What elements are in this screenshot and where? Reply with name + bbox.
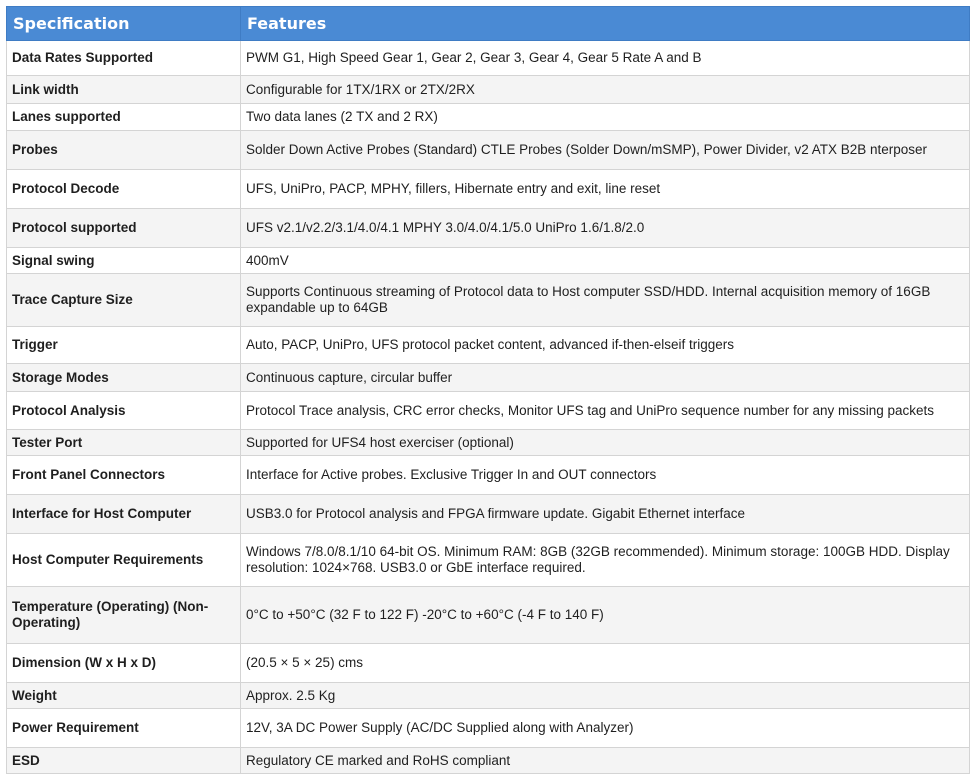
feature-cell: PWM G1, High Speed Gear 1, Gear 2, Gear 3, Gear 4, Gear 5 Rate A and B bbox=[241, 41, 970, 76]
spec-cell: Storage Modes bbox=[7, 364, 241, 392]
feature-cell: UFS, UniPro, PACP, MPHY, fillers, Hibernate entry and exit, line reset bbox=[241, 170, 970, 209]
feature-cell: Approx. 2.5 Kg bbox=[241, 683, 970, 709]
table-row bbox=[7, 430, 970, 456]
spec-cell: Lanes supported bbox=[7, 104, 241, 131]
feature-cell: 12V, 3A DC Power Supply (AC/DC Supplied along with Analyzer) bbox=[241, 709, 970, 748]
feature-cell: (20.5 × 5 × 25) cms bbox=[241, 644, 970, 683]
table-row bbox=[7, 709, 970, 748]
feature-cell: Configurable for 1TX/1RX or 2TX/2RX bbox=[241, 76, 970, 104]
table-row bbox=[7, 683, 970, 709]
table-row bbox=[7, 364, 970, 392]
feature-cell: Regulatory CE marked and RoHS compliant bbox=[241, 748, 970, 774]
spec-table-container bbox=[6, 6, 969, 774]
table-row bbox=[7, 76, 970, 104]
table-row bbox=[7, 456, 970, 495]
spec-cell: Protocol Decode bbox=[7, 170, 241, 209]
spec-cell: Host Computer Requirements bbox=[7, 534, 241, 587]
table-header-row bbox=[7, 7, 970, 41]
table-row bbox=[7, 327, 970, 364]
header-specification: Specification bbox=[7, 7, 241, 41]
feature-cell: Windows 7/8.0/8.1/10 64-bit OS. Minimum RAM: 8GB (32GB recommended). Minimum storage: 100GB HDD. Display resolution: 1024×768. USB3.0 or GbE interface required. bbox=[241, 534, 970, 587]
feature-cell: Auto, PACP, UniPro, UFS protocol packet content, advanced if-then-elseif triggers bbox=[241, 327, 970, 364]
table-row bbox=[7, 534, 970, 587]
spec-cell: Trigger bbox=[7, 327, 241, 364]
feature-cell: Two data lanes (2 TX and 2 RX) bbox=[241, 104, 970, 131]
spec-cell: Protocol Analysis bbox=[7, 392, 241, 430]
feature-cell: Interface for Active probes. Exclusive Trigger In and OUT connectors bbox=[241, 456, 970, 495]
feature-cell: Supports Continuous streaming of Protocol data to Host computer SSD/HDD. Internal acquisition memory of 16GB expandable up to 64GB bbox=[241, 274, 970, 327]
feature-cell: USB3.0 for Protocol analysis and FPGA firmware update. Gigabit Ethernet interface bbox=[241, 495, 970, 534]
spec-cell: Dimension (W x H x D) bbox=[7, 644, 241, 683]
table-row bbox=[7, 248, 970, 274]
table-row bbox=[7, 274, 970, 327]
spec-cell: Trace Capture Size bbox=[7, 274, 241, 327]
spec-cell: Protocol supported bbox=[7, 209, 241, 248]
table-row bbox=[7, 131, 970, 170]
feature-cell: Supported for UFS4 host exerciser (optional) bbox=[241, 430, 970, 456]
table-row bbox=[7, 495, 970, 534]
feature-cell: UFS v2.1/v2.2/3.1/4.0/4.1 MPHY 3.0/4.0/4.1/5.0 UniPro 1.6/1.8/2.0 bbox=[241, 209, 970, 248]
table-row bbox=[7, 41, 970, 76]
feature-cell: 400mV bbox=[241, 248, 970, 274]
spec-cell: Tester Port bbox=[7, 430, 241, 456]
spec-cell: ESD bbox=[7, 748, 241, 774]
feature-cell: 0°C to +50°C (32 F to 122 F) -20°C to +60°C (-4 F to 140 F) bbox=[241, 587, 970, 644]
table-row bbox=[7, 392, 970, 430]
spec-cell: Power Requirement bbox=[7, 709, 241, 748]
table-row bbox=[7, 587, 970, 644]
spec-cell: Probes bbox=[7, 131, 241, 170]
header-features: Features bbox=[241, 7, 970, 41]
spec-cell: Interface for Host Computer bbox=[7, 495, 241, 534]
feature-cell: Protocol Trace analysis, CRC error checks, Monitor UFS tag and UniPro sequence number for any missing packets bbox=[241, 392, 970, 430]
spec-cell: Temperature (Operating) (Non-Operating) bbox=[7, 587, 241, 644]
table-row bbox=[7, 104, 970, 131]
table-row bbox=[7, 644, 970, 683]
spec-cell: Data Rates Supported bbox=[7, 41, 241, 76]
table-row bbox=[7, 748, 970, 774]
spec-cell: Weight bbox=[7, 683, 241, 709]
specification-table bbox=[6, 6, 970, 774]
spec-cell: Front Panel Connectors bbox=[7, 456, 241, 495]
feature-cell: Solder Down Active Probes (Standard) CTLE Probes (Solder Down/mSMP), Power Divider, v2 ATX B2B nterposer bbox=[241, 131, 970, 170]
spec-cell: Signal swing bbox=[7, 248, 241, 274]
table-row bbox=[7, 170, 970, 209]
table-row bbox=[7, 209, 970, 248]
feature-cell: Continuous capture, circular buffer bbox=[241, 364, 970, 392]
spec-cell: Link width bbox=[7, 76, 241, 104]
